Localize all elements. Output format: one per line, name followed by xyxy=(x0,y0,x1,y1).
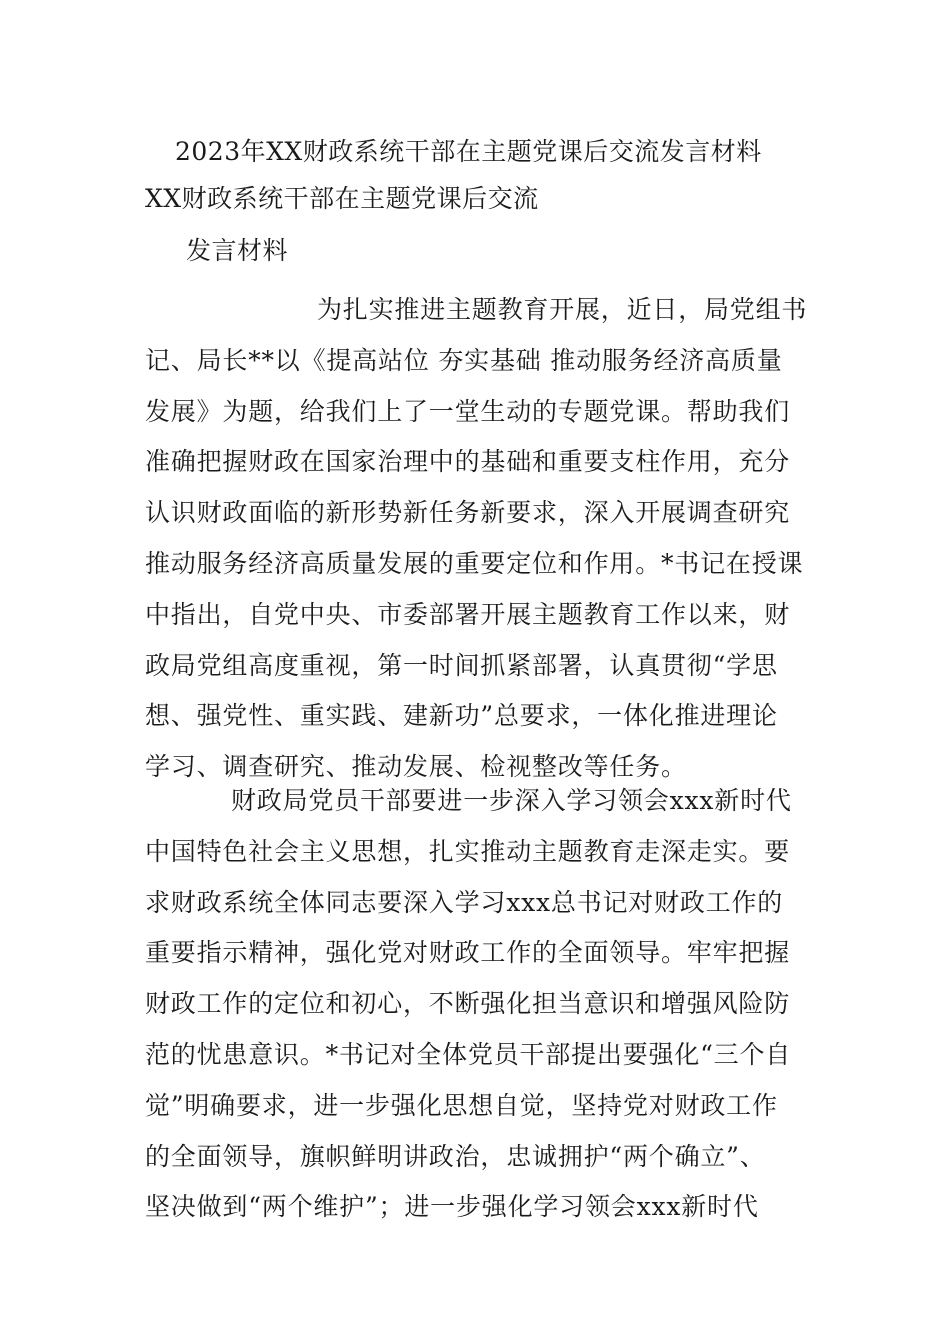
paragraph-line: 发展》为题，给我们上了一堂生动的专题党课。帮助我们 xyxy=(145,396,791,426)
paragraph-line: 中指出，自党中央、市委部署开展主题教育工作以来，财 xyxy=(145,599,791,629)
paragraph-line: 重要指示精神，强化党对财政工作的全面领导。牢牢把握 xyxy=(145,938,791,968)
document-subtitle: XX财政系统干部在主题党课后交流 xyxy=(145,184,539,213)
paragraph-line: 中国特色社会主义思想，扎实推动主题教育走深走实。要 xyxy=(145,836,791,866)
paragraph-line: 觉”明确要求，进一步强化思想自觉，坚持党对财政工作 xyxy=(145,1090,778,1120)
paragraph-line: 求财政系统全体同志要深入学习xxx总书记对财政工作的 xyxy=(145,887,784,917)
paragraph-line: 政局党组高度重视，第一时间抓紧部署，认真贯彻“学思 xyxy=(145,650,778,680)
paragraph-1 xyxy=(145,285,815,793)
paragraph-line: 的全面领导，旗帜鲜明讲政治，忠诚拥护“两个确立”、 xyxy=(145,1141,766,1171)
paragraph-line: 范的忧患意识。*书记对全体党员干部提出要强化“三个自 xyxy=(145,1039,792,1069)
paragraph-line: 财政局党员干部要进一步深入学习领会xxx新时代 xyxy=(231,786,792,815)
document-heading: 发言材料 xyxy=(186,236,289,265)
paragraph-line: 财政工作的定位和初心，不断强化担当意识和增强风险防 xyxy=(145,989,791,1019)
paragraph-line: 推动服务经济高质量发展的重要定位和作用。*书记在授课 xyxy=(145,548,804,578)
paragraph-line: 坚决做到“两个维护”；进一步强化学习领会xxx新时代 xyxy=(145,1192,759,1222)
paragraph-line: 为扎实推进主题教育开展，近日，局党组书 xyxy=(317,295,808,324)
paragraph-line: 准确把握财政在国家治理中的基础和重要支柱作用，充分 xyxy=(145,447,791,477)
paragraph-line: 认识财政面临的新形势新任务新要求，深入开展调查研究 xyxy=(145,498,791,528)
paragraph-2 xyxy=(145,776,815,1233)
document-title: 2023年XX财政系统干部在主题党课后交流发言材料 xyxy=(175,137,762,166)
paragraph-line: 想、强党性、重实践、建新功”总要求，一体化推进理论 xyxy=(145,701,778,731)
paragraph-line: 学习、调查研究、推动发展、检视整改等任务。 xyxy=(145,752,687,782)
paragraph-line: 记、局长**以《提高站位 夯实基础 推动服务经济高质量 xyxy=(145,345,783,375)
